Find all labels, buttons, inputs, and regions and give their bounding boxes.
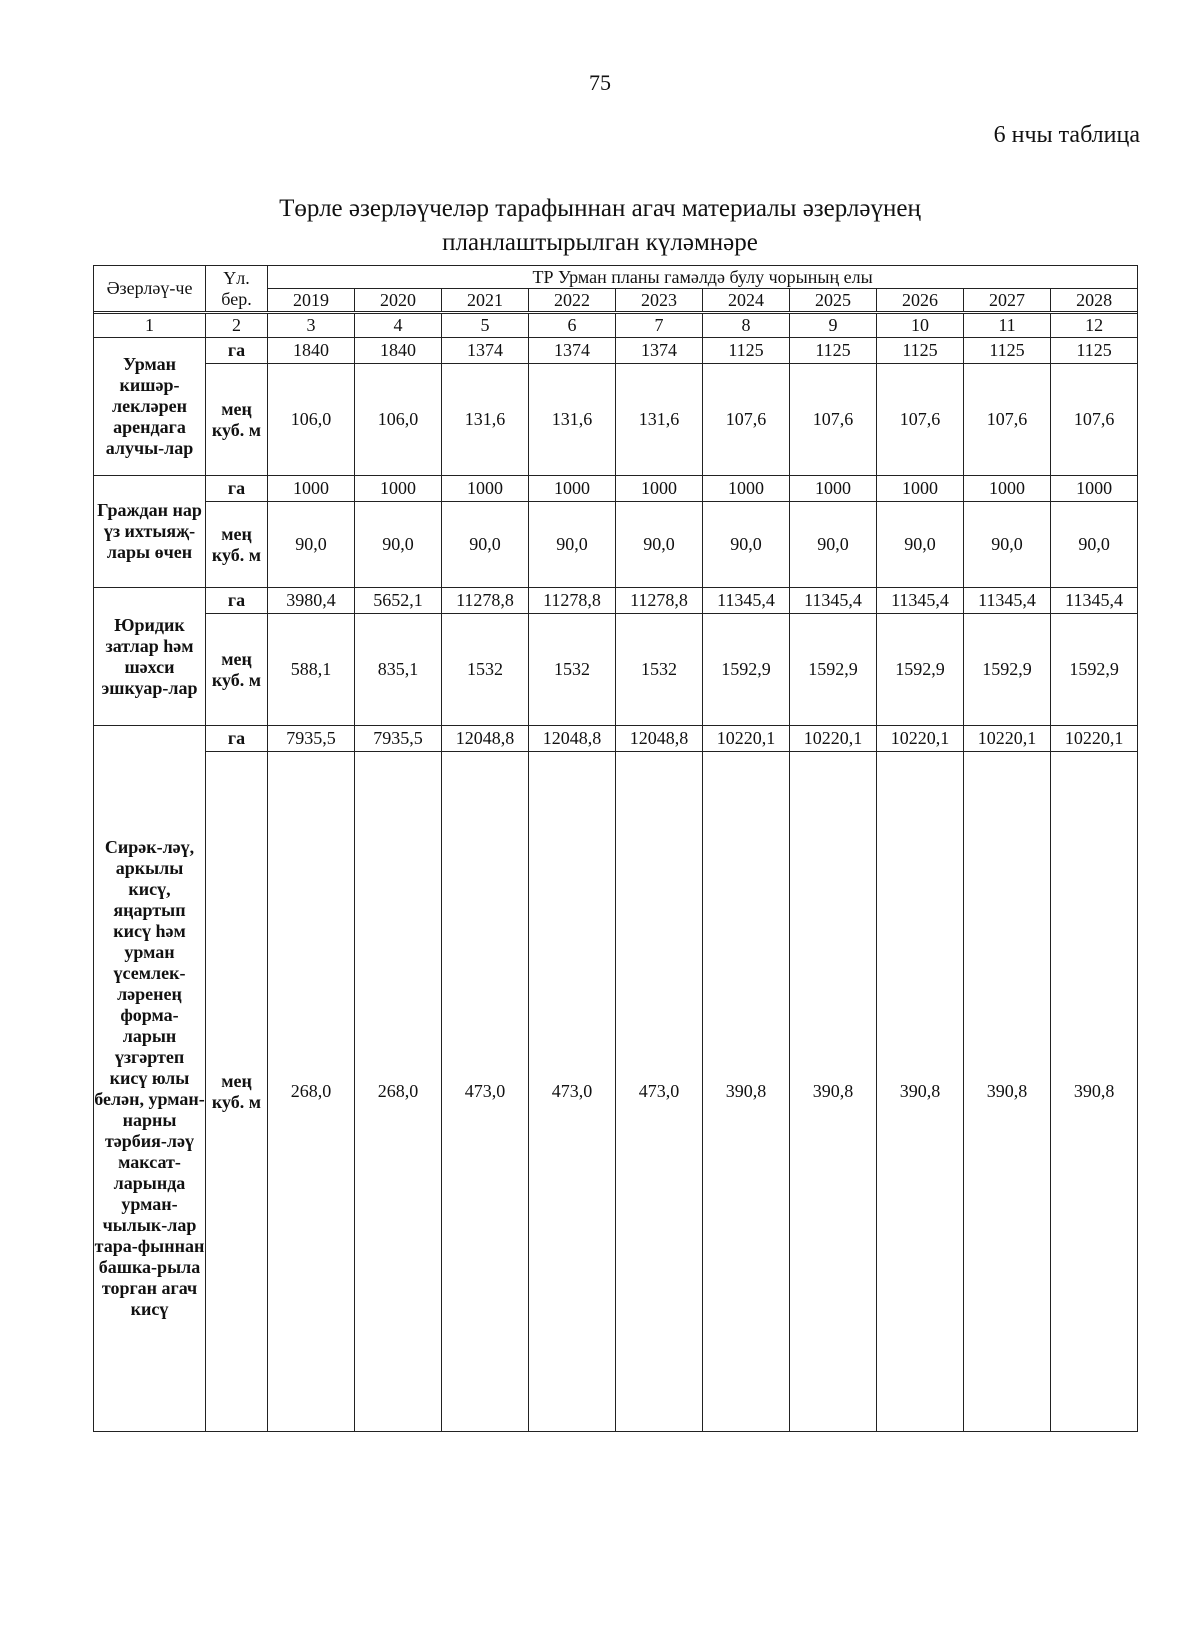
table-row: [94, 338, 1138, 364]
value-cell: 1374: [616, 338, 703, 364]
value-cell: 1532: [442, 614, 529, 726]
value-cell: 1125: [877, 338, 964, 364]
value-cell: 107,6: [877, 364, 964, 476]
value-cell: 390,8: [877, 752, 964, 1432]
value-cell: 10220,1: [1051, 726, 1138, 752]
value-cell: 11278,8: [442, 588, 529, 614]
value-cell: 90,0: [355, 502, 442, 588]
title-line-1: Төрле әзерләүчеләр тарафыннан агач материалы әзерләүнең: [279, 195, 921, 222]
header-year: 2023: [616, 289, 703, 312]
value-cell: 1000: [616, 476, 703, 502]
value-cell: 90,0: [268, 502, 355, 588]
harvest-volume-table: [93, 265, 1138, 1432]
value-cell: 10220,1: [964, 726, 1051, 752]
unit-cell: мең куб. м: [206, 614, 268, 726]
value-cell: 1000: [703, 476, 790, 502]
column-number: 5: [442, 314, 529, 338]
value-cell: 90,0: [529, 502, 616, 588]
value-cell: 10220,1: [790, 726, 877, 752]
header-year: 2022: [529, 289, 616, 312]
unit-cell: га: [206, 338, 268, 364]
value-cell: 1840: [355, 338, 442, 364]
value-cell: 1000: [355, 476, 442, 502]
value-cell: 90,0: [442, 502, 529, 588]
column-number: 9: [790, 314, 877, 338]
page-number: 75: [589, 70, 611, 95]
unit-cell: мең куб. м: [206, 752, 268, 1432]
unit-cell: га: [206, 476, 268, 502]
value-cell: 107,6: [964, 364, 1051, 476]
value-cell: 1000: [1051, 476, 1138, 502]
table-row: [94, 588, 1138, 614]
header-year: 2026: [877, 289, 964, 312]
unit-cell: га: [206, 588, 268, 614]
value-cell: 1000: [964, 476, 1051, 502]
value-cell: 11345,4: [877, 588, 964, 614]
value-cell: 90,0: [877, 502, 964, 588]
value-cell: 12048,8: [442, 726, 529, 752]
value-cell: 1592,9: [790, 614, 877, 726]
table-row: [94, 502, 1138, 588]
value-cell: 131,6: [616, 364, 703, 476]
value-cell: 473,0: [616, 752, 703, 1432]
column-number: 8: [703, 314, 790, 338]
preparer-name: Граждан нар үз ихтыяҗ-лары өчен: [94, 476, 206, 588]
value-cell: 5652,1: [355, 588, 442, 614]
value-cell: 11278,8: [616, 588, 703, 614]
header-year: 2027: [964, 289, 1051, 312]
column-number-row: [94, 314, 1138, 338]
value-cell: 3980,4: [268, 588, 355, 614]
value-cell: 268,0: [268, 752, 355, 1432]
header-preparer: Әзерләү-че: [94, 266, 206, 312]
column-number: 6: [529, 314, 616, 338]
value-cell: 268,0: [355, 752, 442, 1432]
value-cell: 473,0: [529, 752, 616, 1432]
preparer-name: Урман кишәр-лекләрен арендага алучы-лар: [94, 338, 206, 476]
header-year: 2019: [268, 289, 355, 312]
value-cell: 1000: [877, 476, 964, 502]
value-cell: 106,0: [355, 364, 442, 476]
value-cell: 11345,4: [703, 588, 790, 614]
title-line-2: планлаштырылган күләмнәре: [442, 229, 758, 256]
unit-cell: мең куб. м: [206, 502, 268, 588]
table-row: [94, 476, 1138, 502]
value-cell: 1532: [616, 614, 703, 726]
value-cell: 1000: [529, 476, 616, 502]
value-cell: 90,0: [964, 502, 1051, 588]
header-year: 2021: [442, 289, 529, 312]
header-year: 2025: [790, 289, 877, 312]
value-cell: 390,8: [964, 752, 1051, 1432]
value-cell: 1840: [268, 338, 355, 364]
value-cell: 12048,8: [529, 726, 616, 752]
column-number: 2: [206, 314, 268, 338]
value-cell: 1125: [1051, 338, 1138, 364]
value-cell: 7935,5: [355, 726, 442, 752]
value-cell: 7935,5: [268, 726, 355, 752]
table-row: [94, 364, 1138, 476]
value-cell: 1592,9: [964, 614, 1051, 726]
preparer-name: Сирәк-ләү, аркылы кисү, яңартып кисү һәм урман үсемлек-ләренең форма-ларын үзгәртеп кисү юлы белән, урман-нарны тәрбия-ләү максат-ларында урман-чылык-лар тара-фыннан башка-рыла торган агач кисү: [94, 726, 206, 1432]
value-cell: 1000: [790, 476, 877, 502]
preparer-name: Юридик затлар һәм шәхси эшкуар-лар: [94, 588, 206, 726]
value-cell: 1374: [442, 338, 529, 364]
value-cell: 10220,1: [877, 726, 964, 752]
table-row: [94, 752, 1138, 1432]
value-cell: 90,0: [790, 502, 877, 588]
value-cell: 131,6: [529, 364, 616, 476]
value-cell: 90,0: [703, 502, 790, 588]
value-cell: 1125: [790, 338, 877, 364]
table-row: [94, 614, 1138, 726]
value-cell: 1592,9: [877, 614, 964, 726]
value-cell: 390,8: [790, 752, 877, 1432]
value-cell: 1000: [268, 476, 355, 502]
column-number: 4: [355, 314, 442, 338]
value-cell: 107,6: [790, 364, 877, 476]
header-year: 2028: [1051, 289, 1138, 312]
value-cell: 1592,9: [1051, 614, 1138, 726]
header-unit: Үл. бер.: [206, 266, 268, 312]
value-cell: 1125: [964, 338, 1051, 364]
value-cell: 11278,8: [529, 588, 616, 614]
value-cell: 1532: [529, 614, 616, 726]
header-period-span: ТР Урман планы гамәлдә булу чорының елы: [268, 266, 1138, 289]
value-cell: 1374: [529, 338, 616, 364]
value-cell: 11345,4: [964, 588, 1051, 614]
column-number: 1: [94, 314, 206, 338]
column-number: 12: [1051, 314, 1138, 338]
value-cell: 835,1: [355, 614, 442, 726]
value-cell: 11345,4: [790, 588, 877, 614]
table-row: [94, 726, 1138, 752]
unit-cell: мең куб. м: [206, 364, 268, 476]
column-number: 3: [268, 314, 355, 338]
value-cell: 10220,1: [703, 726, 790, 752]
value-cell: 1000: [442, 476, 529, 502]
document-title: [0, 192, 1200, 260]
column-number: 11: [964, 314, 1051, 338]
value-cell: 1125: [703, 338, 790, 364]
column-number: 7: [616, 314, 703, 338]
value-cell: 11345,4: [1051, 588, 1138, 614]
value-cell: 588,1: [268, 614, 355, 726]
header-year: 2024: [703, 289, 790, 312]
value-cell: 107,6: [703, 364, 790, 476]
value-cell: 12048,8: [616, 726, 703, 752]
value-cell: 473,0: [442, 752, 529, 1432]
value-cell: 106,0: [268, 364, 355, 476]
value-cell: 90,0: [1051, 502, 1138, 588]
value-cell: 131,6: [442, 364, 529, 476]
value-cell: 107,6: [1051, 364, 1138, 476]
table-label: 6 нчы таблица: [993, 122, 1140, 148]
value-cell: 90,0: [616, 502, 703, 588]
value-cell: 390,8: [1051, 752, 1138, 1432]
value-cell: 390,8: [703, 752, 790, 1432]
column-number: 10: [877, 314, 964, 338]
header-year: 2020: [355, 289, 442, 312]
value-cell: 1592,9: [703, 614, 790, 726]
unit-cell: га: [206, 726, 268, 752]
header-row-1: [94, 266, 1138, 289]
